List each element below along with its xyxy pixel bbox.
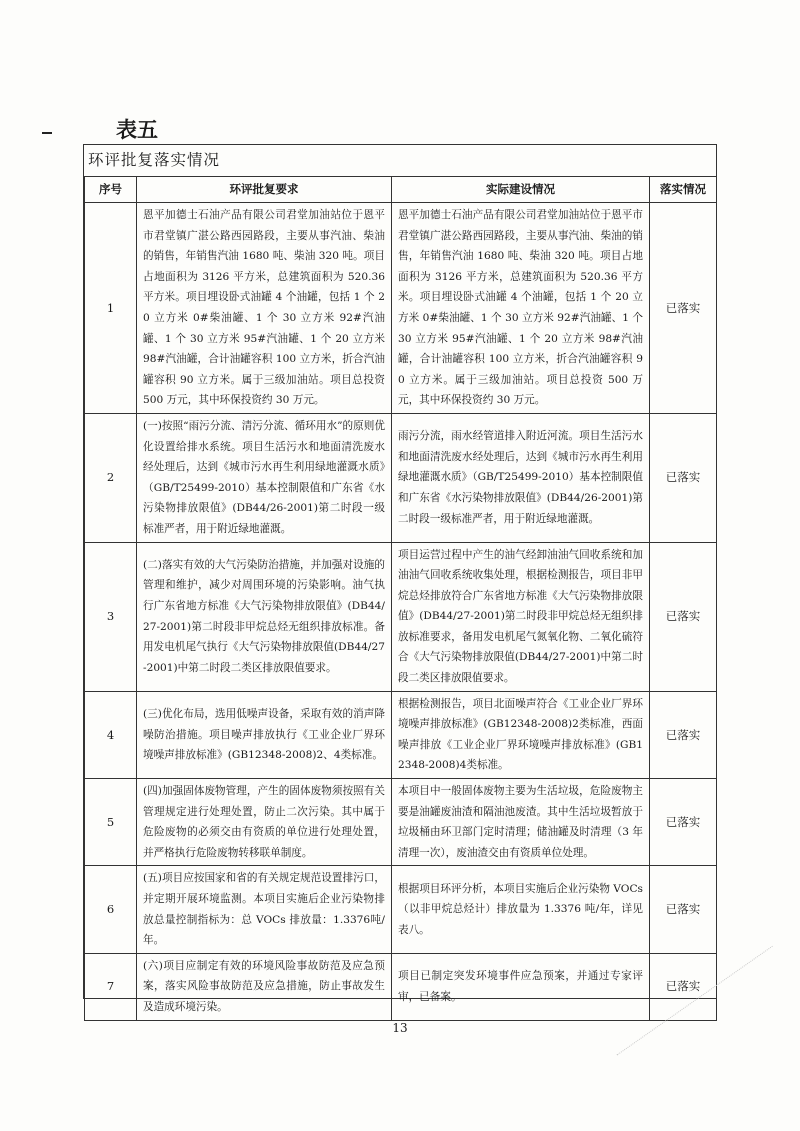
row-status: 已落实 <box>650 542 717 691</box>
row-requirement: (五)项目应按国家和省的有关规定规范设置排污口，并定期开展环境监测。本项目实施后企业污染物排放总量控制指标为：总 VOCs 排放量：1.3376吨/年。 <box>137 866 392 953</box>
page-heading: 表五 <box>116 118 158 142</box>
header-status: 落实情况 <box>650 177 717 203</box>
table-row <box>85 413 717 542</box>
row-actual: 项目已制定突发环境事件应急预案，并通过专家评审，已备案。 <box>392 953 650 1020</box>
table-row <box>85 203 717 414</box>
table-row <box>85 691 717 778</box>
header-seq: 序号 <box>85 177 137 203</box>
row-seq: 6 <box>85 866 137 953</box>
row-status: 已落实 <box>650 203 717 414</box>
table-row <box>85 866 717 953</box>
row-seq: 2 <box>85 413 137 542</box>
table-row <box>85 953 717 1020</box>
header-requirement: 环评批复要求 <box>137 177 392 203</box>
table-row <box>85 542 717 691</box>
row-seq: 3 <box>85 542 137 691</box>
row-requirement: (六)项目应制定有效的环境风险事故防范及应急预案，落实风险事故防范及应急措施，防止事故发生及造成环境污染。 <box>137 953 392 1020</box>
row-requirement: (二)落实有效的大气污染防治措施，并加强对设施的管理和维护，减少对周围环境的污染影响。油气执行广东省地方标准《大气污染物排放限值》(DB44/27-2001)第二时段非甲烷总烃无组织排放标准。备用发电机尾气执行《大气污染物排放限值(DB44/27-2001)中第二时段二类区排放限值要求。 <box>137 542 392 691</box>
row-requirement: (四)加强固体废物管理，产生的固体废物须按照有关管理规定进行处理处置，防止二次污染。其中属于危险废物的必须交由有资质的单位进行处理处置，并严格执行危险废物转移联单制度。 <box>137 779 392 866</box>
row-actual: 根据检测报告，项目北面噪声符合《工业企业厂界环境噪声排放标准》(GB12348-2008)2类标准，西面噪声排放《工业企业厂界环境噪声排放标准》(GB12348-2008)4类标准。 <box>392 691 650 778</box>
row-status: 已落实 <box>650 691 717 778</box>
row-actual: 本项目中一般固体废物主要为生活垃圾，危险废物主要是油罐废油渣和隔油池废渣。其中生活垃圾暂放于垃圾桶由环卫部门定时清理；储油罐及时清理（3 年清理一次），废油渣交由有资质单位处理。 <box>392 779 650 866</box>
row-seq: 4 <box>85 691 137 778</box>
row-requirement: (一)按照“雨污分流、清污分流、循环用水”的原则优化设置给排水系统。项目生活污水和地面清洗废水经处理后，达到《城市污水再生利用绿地灌溉水质》（GB/T25499-2010）基本控制限值和广东省《水污染物排放限值》(DB44/26-2001)第二时段一级标准严者，用于附近绿地灌溉。 <box>137 413 392 542</box>
row-seq: 5 <box>85 779 137 866</box>
row-actual: 恩平加德士石油产品有限公司君堂加油站位于恩平市君堂镇广湛公路西园路段，主要从事汽油、柴油的销售，年销售汽油 1680 吨、柴油 320 吨。项目占地面积为 3126 平方米，总建筑面积为 520.36 平方米。项目埋设卧式油罐 4 个油罐，包括 1 个 20 立方米 0#柴油罐、1 个 30 立方米 92#汽油罐、1 个 30 立方米 95#汽油罐、1 个 20 立方米 98#汽油罐，合计油罐容积 100 立方米，折合汽油罐容积 90 立方米。属于三级加油站。项目总投资 500 万元，其中环保投资约 30 万元。 <box>392 203 650 414</box>
row-seq: 7 <box>85 953 137 1020</box>
row-requirement: (三)优化布局，选用低噪声设备，采取有效的消声降噪防治措施。项目噪声排放执行《工业企业厂界环境噪声排放标准》(GB12348-2008)2、4类标准。 <box>137 691 392 778</box>
page-number: 13 <box>392 1021 408 1035</box>
margin-mark <box>42 132 52 134</box>
table-header-row <box>85 177 717 203</box>
row-actual: 雨污分流，雨水经管道排入附近河流。项目生活污水和地面清洗废水经处理后，达到《城市污水再生利用绿地灌溉水质》（GB/T25499-2010）基本控制限值和广东省《水污染物排放限值》(DB44/26-2001)第二时段一级标准严者，用于附近绿地灌溉。 <box>392 413 650 542</box>
row-actual: 根据项目环评分析，本项目实施后企业污染物 VOCs（以非甲烷总烃计）排放量为 1.3376 吨/年，详见表八。 <box>392 866 650 953</box>
row-status: 已落实 <box>650 953 717 1020</box>
row-seq: 1 <box>85 203 137 414</box>
row-status: 已落实 <box>650 779 717 866</box>
row-requirement: 恩平加德士石油产品有限公司君堂加油站位于恩平市君堂镇广湛公路西园路段，主要从事汽油、柴油的销售，年销售汽油 1680 吨、柴油 320 吨。项目占地面积为 3126 平方米，总建筑面积为 520.36 平方米。项目埋设卧式油罐 4 个油罐，包括 1 个 20 立方米 0#柴油罐、1 个 30 立方米 92#汽油罐、1 个 30 立方米 95#汽油罐、1 个 20 立方米 98#汽油罐，合计油罐容积 100 立方米，折合汽油罐容积 90 立方米。属于三级加油站。项目总投资 500 万元，其中环保投资约 30 万元。 <box>137 203 392 414</box>
row-actual: 项目运营过程中产生的油气经卸油油气回收系统和加油油气回收系统收集处理，根据检测报告，项目非甲烷总烃排放符合广东省地方标准《大气污染物排放限值》(DB44/27-2001)第二时段非甲烷总烃无组织排放标准要求，备用发电机尾气氮氧化物、二氧化硫符合《大气污染物排放限值(DB44/27-2001)中第二时段二类区排放限值要求。 <box>392 542 650 691</box>
header-actual: 实际建设情况 <box>392 177 650 203</box>
row-status: 已落实 <box>650 866 717 953</box>
table-row <box>85 779 717 866</box>
approval-implementation-table <box>84 176 717 1021</box>
section-title: 环评批复落实情况 <box>88 151 221 169</box>
row-status: 已落实 <box>650 413 717 542</box>
